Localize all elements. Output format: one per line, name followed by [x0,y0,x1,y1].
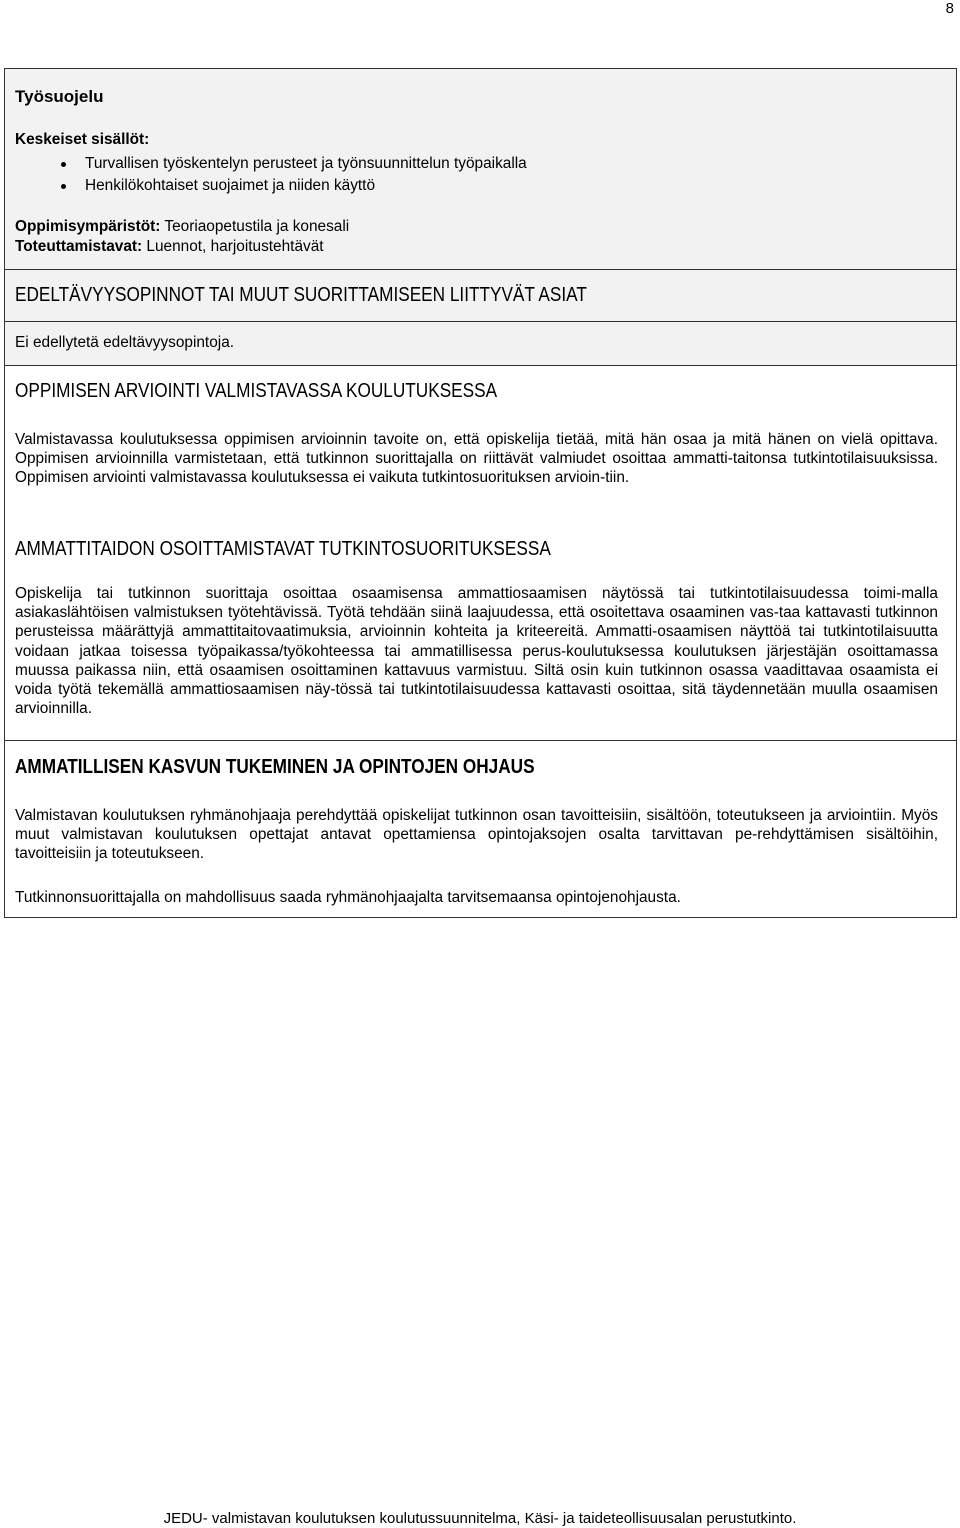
contents-label: Keskeiset sisällöt: [15,131,150,148]
prereq-heading: EDELTÄVYYSOPINNOT TAI MUUT SUORITTAMISEEN LIITTYVÄT ASIAT [15,284,587,306]
methods-line [15,237,324,256]
prereq-heading-box [4,269,957,322]
environments-line [15,217,349,236]
environments-label: Oppimisympäristöt: [15,218,161,235]
environments-value: Teoriaopetustila ja konesali [160,218,350,235]
demonstration-text: Opiskelija tai tutkinnon suorittaja osoittaa osaamisensa ammattiosaamisen näytössä tai tutkintotilaisuudessa toimi-malla asiakaslähtöisen valmistuksen työtehtävissä. Työtä tehdään siinä laajuudessa, että osoitettava osaaminen vas-taa kattavasti tutkinnon perusteissa määrättyjä ammattitaitovaatimuksia, arvioinnin kohteita ja kriteereitä. Ammatti-osaamisen näyttöä tai tutkintotilaisuutta voidaan jatkaa toisessa työpaikassa/työkohteessa tai ammatillisessa perus-koulutuksessa koulutuksen järjestäjän osoittamassa muussa paikassa niin, että osaamisen osoittaminen kattavuus varmistuu. Siltä osin kuin tutkinnon osassa vaadittavaa osaamista ei voida työtä tekemällä ammattiosaamisen näy-tössä tai tutkintotilaisuudessa kattavasti osoittaa, sitä täydennetään muulla osaamisen arvioinnilla. [15,585,938,718]
methods-label: Toteuttamistavat: [15,238,143,255]
list-item: Henkilökohtaiset suojaimet ja niiden käyttö [15,175,915,197]
assessment-box [4,365,957,741]
guidance-text-1: Valmistavan koulutuksen ryhmänohjaaja perehdyttää opiskelijat tutkinnon osan tavoitteisiin, sisältöön, toteutukseen ja arviointiin. Myös muut valmistavan koulutuksen opettajat antavat opettamiensa opintojaksojen osalta tarvittavan pe-rehdyttämisen sisältöihin, tavoitteisiin ja toteutukseen. [15,807,938,863]
guidance-heading: AMMATILLISEN KASVUN TUKEMINEN JA OPINTOJEN OHJAUS [15,756,535,778]
contents-list [15,153,915,197]
assessment-text: Valmistavassa koulutuksessa oppimisen arvioinnin tavoite on, että opiskelija tietää, mitä hän osaa ja mitä hänen on vielä opittava. Oppimisen arvioinnilla varmistetaan, että tutkinnon suorittajalla on riittävät valmiudet osoittaa ammatti-taitonsa tutkintotilaisuuksissa. Oppimisen arviointi valmistavassa koulutuksessa ei vaikuta tutkintosuorituksen arvioin-tiin. [15,431,938,487]
prereq-text-box [4,321,957,366]
demonstration-heading: AMMATTITAIDON OSOITTAMISTAVAT TUTKINTOSUORITUKSESSA [15,538,551,560]
topic-box [4,68,957,270]
guidance-text-2: Tutkinnonsuorittajalla on mahdollisuus saada ryhmänohjaajalta tarvitsemaansa opintojenohjausta. [15,889,681,906]
guidance-box [4,740,957,918]
topic-title: Työsuojelu [15,87,104,106]
methods-value: Luennot, harjoitustehtävät [142,238,324,255]
assessment-heading: OPPIMISEN ARVIOINTI VALMISTAVASSA KOULUTUKSESSA [15,380,498,402]
page-number: 8 [945,0,954,17]
prereq-text: Ei edellytetä edeltävyysopintoja. [15,334,235,351]
page-footer: JEDU- valmistavan koulutuksen koulutussuunnitelma, Käsi- ja taideteollisuusalan perustutkinto. [163,1510,797,1527]
list-item: Turvallisen työskentelyn perusteet ja työnsuunnittelun työpaikalla [15,153,915,175]
